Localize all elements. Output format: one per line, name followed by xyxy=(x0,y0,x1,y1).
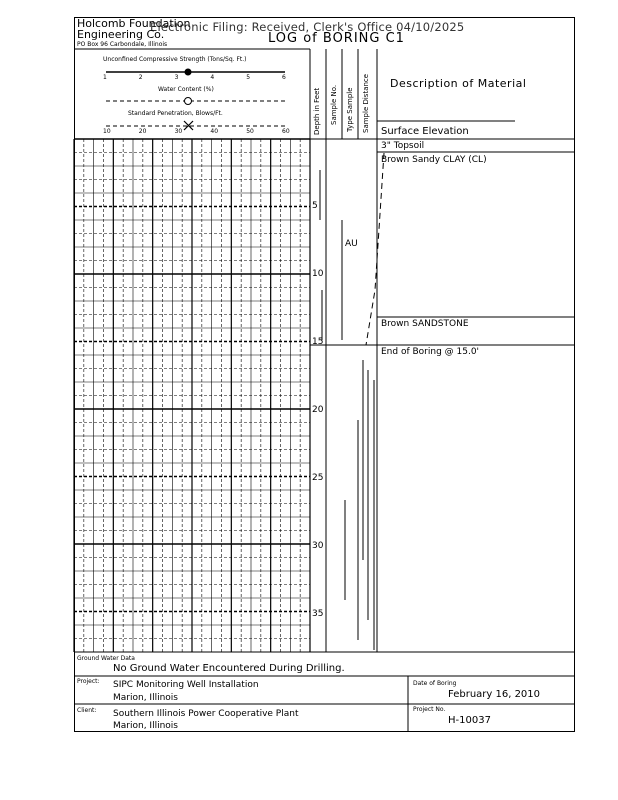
penetration-tick-10: 10 xyxy=(103,128,111,135)
surface-elevation: Surface Elevation xyxy=(381,126,469,137)
date-label: Date of Boring xyxy=(413,680,457,687)
company-name-2: Engineering Co. xyxy=(77,28,165,41)
penetration-tick-50: 50 xyxy=(246,128,254,135)
client-line-2: Marion, Illinois xyxy=(113,721,178,731)
sample-no-header: Sample No. xyxy=(330,84,338,125)
depth-tick-10: 10 xyxy=(312,269,324,279)
project-line-1: SIPC Monitoring Well Installation xyxy=(113,680,259,690)
depth-tick-35: 35 xyxy=(312,609,324,619)
description-header: Description of Material xyxy=(390,77,527,90)
compressive-tick-6: 6 xyxy=(282,74,286,81)
compressive-label: Unconfined Compressive Strength (Tons/Sq. Ft.) xyxy=(103,56,247,63)
company-name-1: Holcomb Foundation xyxy=(77,17,191,30)
type-sample-header: Type Sample xyxy=(346,87,354,132)
company-address: PO Box 96 Carbondale, Illinois xyxy=(77,41,168,48)
sample-distance-header: Sample Distance xyxy=(362,73,370,133)
topsoil-layer: 3" Topsoil xyxy=(381,141,425,151)
client-line-1: Southern Illinois Power Cooperative Plant xyxy=(113,709,299,719)
water-label: Water Content (%) xyxy=(158,86,214,93)
filing-stamp: Electronic Filing: Received, Clerk's Office 04/10/2025 xyxy=(150,20,465,34)
depth-tick-20: 20 xyxy=(312,405,324,415)
penetration-tick-60: 60 xyxy=(282,128,290,135)
end-of-boring: End of Boring @ 15.0' xyxy=(381,347,480,357)
water-content-marker xyxy=(185,98,192,105)
penetration-tick-20: 20 xyxy=(138,128,147,135)
depth-tick-5: 5 xyxy=(312,201,318,211)
page-title: LOG of BORING C1 xyxy=(268,31,405,46)
penetration-label: Standard Penetration, Blows/Ft. xyxy=(128,110,223,117)
penetration-tick-30: 30 xyxy=(174,128,183,135)
sandstone-layer: Brown SANDSTONE xyxy=(381,319,469,329)
depth-tick-30: 30 xyxy=(312,541,324,551)
depth-tick-25: 25 xyxy=(312,473,324,483)
sandy-clay-layer: Brown Sandy CLAY (CL) xyxy=(381,155,487,165)
groundwater-text: No Ground Water Encountered During Drilling. xyxy=(113,663,345,674)
project-line-2: Marion, Illinois xyxy=(113,693,178,703)
groundwater-label: Ground Water Data xyxy=(77,655,135,662)
date-value: February 16, 2010 xyxy=(448,689,541,700)
depth-header: Depth in Feet xyxy=(313,87,321,135)
compressive-tick-3: 3 xyxy=(174,74,179,81)
compressive-marker xyxy=(185,69,192,76)
client-label: Client: xyxy=(77,707,97,714)
project-no-label: Project No. xyxy=(413,706,446,713)
sample-interval-line xyxy=(366,153,384,345)
project-label: Project: xyxy=(77,678,100,685)
scan-streaks xyxy=(320,170,374,650)
compressive-tick-4: 4 xyxy=(210,74,215,81)
compressive-tick-1: 1 xyxy=(103,74,107,81)
sample-type-label: AU xyxy=(345,239,358,249)
compressive-tick-5: 5 xyxy=(246,74,251,81)
project-no-value: H-10037 xyxy=(448,715,491,726)
depth-tick-15: 15 xyxy=(312,337,324,347)
compressive-tick-2: 2 xyxy=(138,74,143,81)
penetration-tick-40: 40 xyxy=(210,128,219,135)
